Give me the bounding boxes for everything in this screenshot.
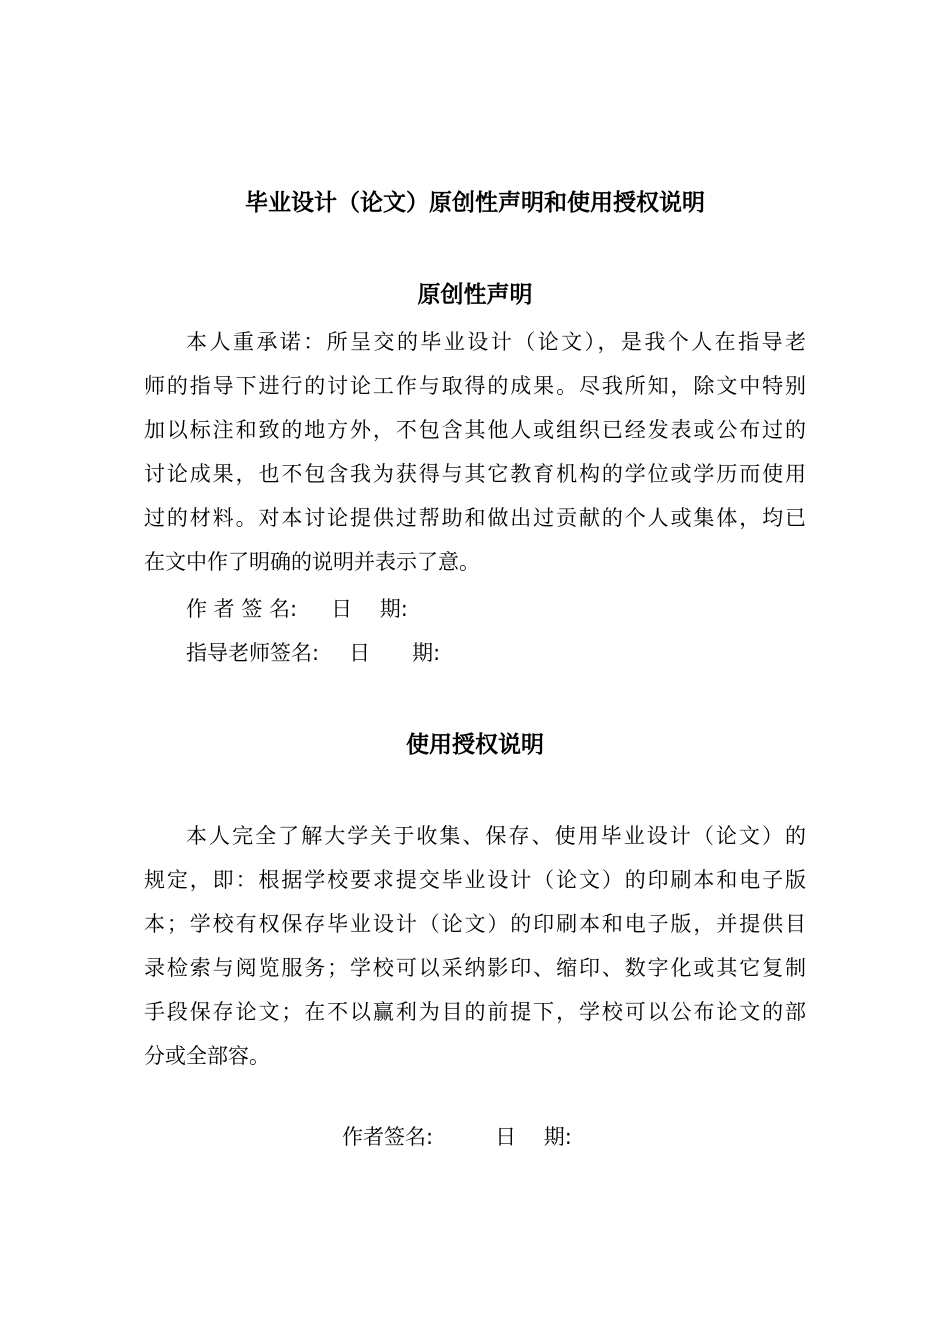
authorization-line: 手段保存论文；在不以赢利为目的前提下，学校可以公布论文的部: [144, 1000, 806, 1024]
authorization-heading: 使用授权说明: [406, 732, 544, 758]
originality-line: 本人重承诺：所呈交的毕业设计（论文），是我个人在指导老: [186, 330, 806, 354]
authorization-line: 规定，即：根据学校要求提交毕业设计（论文）的印刷本和电子版: [144, 868, 806, 892]
advisor-signature-row: [186, 638, 440, 668]
authorization-statement: [144, 814, 806, 1078]
authorization-line: 本；学校有权保存毕业设计（论文）的印刷本和电子版，并提供目: [144, 912, 806, 936]
originality-statement: [144, 320, 806, 584]
final-date-label: 日 期:: [495, 1125, 572, 1149]
author-signature-label: 作 者 签 名:: [186, 597, 298, 621]
advisor-date-label: 日 期:: [349, 641, 441, 665]
originality-line: 加以标注和致的地方外，不包含其他人或组织已经发表或公布过的: [144, 418, 806, 442]
authorization-line: 录检索与阅览服务；学校可以采纳影印、缩印、数字化或其它复制: [144, 956, 806, 980]
authorization-line: 本人完全了解大学关于收集、保存、使用毕业设计（论文）的: [186, 824, 806, 848]
originality-line: 在文中作了明确的说明并表示了意。: [144, 550, 480, 574]
final-author-signature-label: 作者签名:: [342, 1125, 434, 1149]
originality-line: 师的指导下进行的讨论工作与取得的成果。尽我所知，除文中特别: [144, 374, 806, 398]
document-title: 毕业设计（论文）原创性声明和使用授权说明: [245, 190, 705, 216]
originality-line: 讨论成果，也不包含我为获得与其它教育机构的学位或学历而使用: [144, 462, 806, 486]
originality-line: 过的材料。对本讨论提供过帮助和做出过贡献的个人或集体，均已: [144, 506, 806, 530]
final-signature-row: [342, 1122, 572, 1152]
author-date-label: 日 期:: [331, 597, 408, 621]
authorization-line: 分或全部容。: [144, 1044, 270, 1068]
author-signature-row: [186, 594, 408, 624]
originality-heading: 原创性声明: [417, 282, 533, 308]
advisor-signature-label: 指导老师签名:: [186, 641, 320, 665]
